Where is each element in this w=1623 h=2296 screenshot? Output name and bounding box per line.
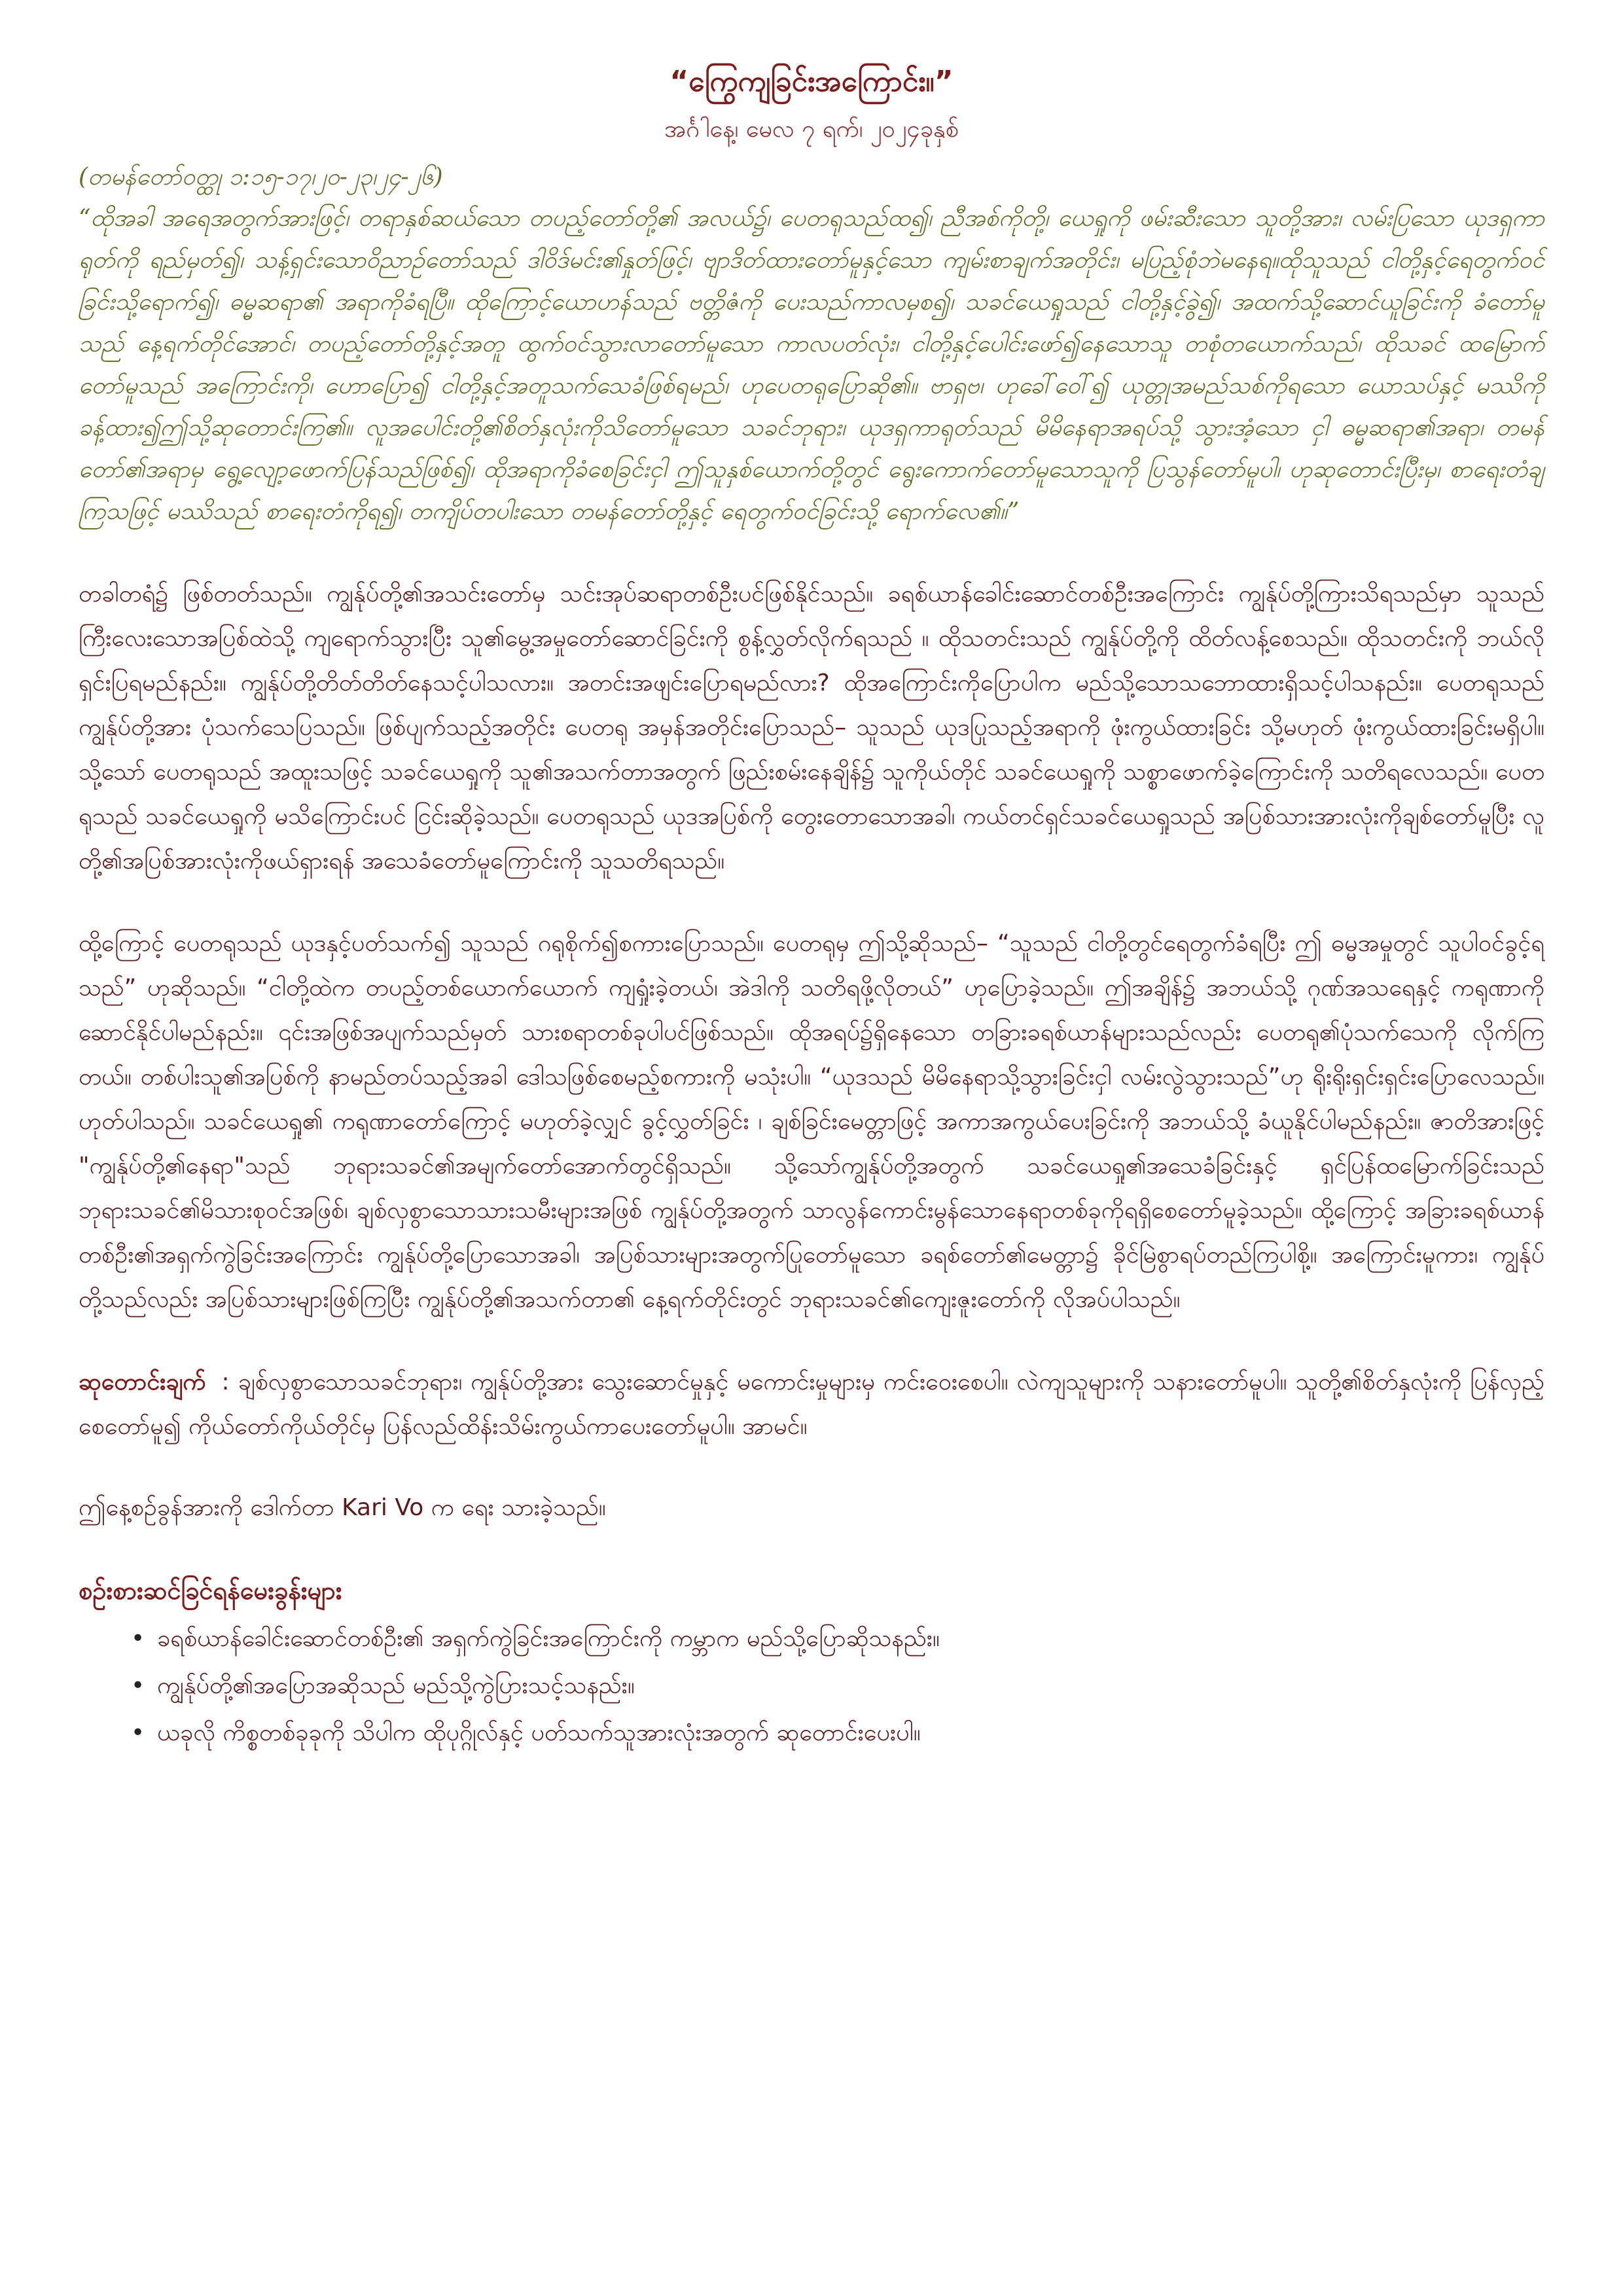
- page-title: “ကြွေကျခြင်းအကြောင်း။”: [669, 65, 954, 98]
- question-text: ကျွန်ုပ်တို့၏အပြောအဆိုသည် မည်သို့ကွဲပြားသင့်သနည်း။: [157, 1672, 635, 1699]
- list-item: [131, 1664, 1544, 1708]
- body-paragraph-2: ထို့ကြောင့် ပေတရုသည် ယုဒနှင့်ပတ်သက်၍ သူသည် ဂရုစိုက်၍စကားပြောသည်။ ပေတရုမှ ဤသို့ဆိုသည်– “သူသည် ငါတို့တွင်ရေတွက်ခံရပြီး ဤ ဓမ္မအမှုတွင် သူပါဝင်ခွင့်ရသည်” ဟုဆိုသည်။ “ငါတို့ထဲက တပည့်တစ်ယောက်ယောက် ကျရှုံးခဲ့တယ်၊ အဲဒါကို သတိရဖို့လိုတယ်” ဟုပြောခဲ့သည်။ ဤအချိန်၌ အဘယ်သို့ ဂုဏ်အသရေနှင့် ကရုဏာကို ဆောင်နိုင်ပါမည်နည်း။ ၎င်းအဖြစ်အပျက်သည်မှတ် သားစရာတစ်ခုပါပင်ဖြစ်သည်။ ထိုအရပ်၌ရှိနေသော တခြားခရစ်ယာန်များသည်လည်း ပေတရု၏ပုံသက်သေကို လိုက်ကြတယ်။ တစ်ပါးသူ၏အပြစ်ကို နာမည်တပ်သည့်အခါ ဒေါသဖြစ်စေမည့်စကားကို မသုံးပါ။ “ယုဒသည် မိမိနေရာသို့သွားခြင်းငှါ လမ်းလွဲသွားသည်”ဟု ရိုးရိုးရှင်းရှင်းပြောလေသည်။ ဟုတ်ပါသည်။ သခင်ယေရှု၏ ကရုဏာတော်ကြောင့် မဟုတ်ခဲ့လျှင် ခွင့်လွှတ်ခြင်း ၊ ချစ်ခြင်းမေတ္တာဖြင့် အကာအကွယ်ပေးခြင်းကို အဘယ်သို့ ခံယူနိုင်ပါမည်နည်း။ ဇာတိအားဖြင့် "ကျွန်ုပ်တို့၏နေရာ"သည် ဘုရားသခင်၏အမျက်တော်အောက်တွင်ရှိသည်။ သို့သော်ကျွန်ုပ်တို့အတွက် သခင်ယေရှု၏အသေခံခြင်းနှင့် ရှင်ပြန်ထမြောက်ခြင်းသည် ဘုရားသခင်၏မိသားစုဝင်အဖြစ်၊ ချစ်လှစွာသောသားသမီးများအဖြစ် ကျွန်ုပ်တို့အတွက် သာလွန်ကောင်းမွန်သောနေရာတစ်ခုကိုရရှိစေတော်မူခဲ့သည်။ ထို့ကြောင့် အခြားခရစ်ယာန်တစ်ဦး၏အရှက်ကွဲခြင်းအကြောင်း ကျွန်ုပ်တို့ပြောသောအခါ၊ အပြစ်သားများအတွက်ပြုတော်မူသော ခရစ်တော်၏မေတ္တာ၌ ခိုင်မြဲစွာရပ်တည်ကြပါစို့။ အကြောင်းမူကား၊ ကျွန်ုပ်တို့သည်လည်း အပြစ်သားများဖြစ်ကြပြီး ကျွန်ုပ်တို့၏အသက်တာ၏ နေ့ရက်တိုင်းတွင် ဘုရားသခင်၏ကျေးဇူးတော်ကို လိုအပ်ပါသည်။: [79, 930, 1544, 1313]
- prayer-label: ဆုတောင်းချက်: [79, 1369, 206, 1395]
- list-item: [131, 1711, 1544, 1755]
- list-item: [131, 1617, 1544, 1661]
- devotion-date: အင်္ဂါနေ့၊ မေလ ၇ ရက်၊ ၂၀၂၄ခုနှစ်: [664, 116, 959, 143]
- bullet-icon: •: [131, 1719, 145, 1746]
- scripture-reference: (တမန်တော်ဝတ္ထု ၁:၁၅-၁၇၊၂၀-၂၃၊၂၄-၂၆): [79, 164, 443, 190]
- prayer-paragraph: [79, 1360, 1544, 1449]
- prayer-text: : ချစ်လှစွာသောသခင်ဘုရား၊ ကျွန်ုပ်တို့အား သွေးဆောင်မှုနှင့် မကောင်းမှုများမှ ကင်းဝေးစေပါ။ လဲကျသူများကို သနားတော်မူပါ။ သူတို့၏စိတ်နှလုံးကို ပြန်လှည့်စေတော်မူ၍ ကိုယ်တော်ကိုယ်တိုင်မှ ပြန်လည်ထိန်းသိမ်းကွယ်ကာပေးတော်မူပါ။ အာမင်။: [79, 1369, 1544, 1440]
- question-text: ခရစ်ယာန်ခေါင်းဆောင်တစ်ဦး၏ အရှက်ကွဲခြင်းအကြောင်းကို ကမ္ဘာက မည်သို့ပြောဆိုသနည်း။: [157, 1625, 940, 1652]
- bullet-icon: •: [131, 1625, 145, 1652]
- author-credit: ဤနေ့စဉ်ခွန်အားကို ဒေါက်တာ Kari Vo က ရေး သားခဲ့သည်။: [79, 1494, 606, 1521]
- bullet-icon: •: [131, 1672, 145, 1699]
- question-text: ယခုလို ကိစ္စတစ်ခုခုကို သိပါက ထိုပုဂ္ဂိုလ်နှင့် ပတ်သက်သူအားလုံးအတွက် ဆုတောင်းပေးပါ။: [157, 1719, 921, 1746]
- body-paragraph-1: တခါတရံ၌ ဖြစ်တတ်သည်။ ကျွန်ုပ်တို့၏အသင်းတော်မှ သင်းအုပ်ဆရာတစ်ဦးပင်ဖြစ်နိုင်သည်။ ခရစ်ယာန်ခေါင်းဆောင်တစ်ဦးအကြောင်း ကျွန်ုပ်တို့ကြားသိရသည်မှာ သူသည်ကြီးလေးသောအပြစ်ထဲသို့ ကျရောက်သွားပြီး သူ၏မွေ့အမှုတော်ဆောင်ခြင်းကို စွန့်လွှတ်လိုက်ရသည် ။ ထိုသတင်းသည် ကျွန်ုပ်တို့ကို ထိတ်လန့်စေသည်။ ထိုသတင်းကို ဘယ်လိုရှင်းပြရမည်နည်း။ ကျွန်ုပ်တို့တိတ်တိတ်နေသင့်ပါသလား။ အတင်းအဖျင်းပြောရမည်လား? ထိုအကြောင်းကိုပြောပါက မည်သို့သောသဘောထားရှိသင့်ပါသနည်း။ ပေတရုသည် ကျွန်ုပ်တို့အား ပုံသက်သေပြသည်။ ဖြစ်ပျက်သည့်အတိုင်း ပေတရု အမှန်အတိုင်းပြောသည်– သူသည် ယုဒပြုသည့်အရာကို ဖုံးကွယ်ထားခြင်း သို့မဟုတ် ဖုံးကွယ်ထားခြင်းမရှိပါ။ သို့သော် ပေတရုသည် အထူးသဖြင့် သခင်ယေရှုကို သူ၏အသက်တာအတွက် ဖြည်းစမ်းနေချိန်၌ သူကိုယ်တိုင် သခင်ယေရှုကို သစ္စာဖောက်ခဲ့ကြောင်းကို သတိရလေသည်။ ပေတရုသည် သခင်ယေရှုကို မသိကြောင်းပင် ငြင်းဆိုခဲ့သည်။ ပေတရုသည် ယုဒအပြစ်ကို တွေးတောသောအခါ၊ ကယ်တင်ရှင်သခင်ယေရှုသည် အပြစ်သားအားလုံးကိုချစ်တော်မူပြီး လူတို့၏အပြစ်အားလုံးကိုဖယ်ရှားရန် အသေခံတော်မူကြောင်းကို သူသတိရသည်။: [79, 581, 1545, 874]
- scripture-passage: “ထိုအခါ အရေအတွက်အားဖြင့်၊ တရာနှစ်ဆယ်သော တပည့်တော်တို့၏ အလယ်၌၊ ပေတရုသည်ထ၍၊ ညီအစ်ကိုတို့၊ ယေရှုကို ဖမ်းဆီးသော သူတို့အား၊ လမ်းပြသော ယုဒရှကာရုတ်ကို ရည်မှတ်၍၊ သန့်ရှင်းသောဝိညာဉ်တော်သည် ဒါဝိဒ်မင်း၏နှုတ်ဖြင့်၊ ဗျာဒိတ်ထားတော်မူနှင့်သော ကျမ်းစာချက်အတိုင်း၊ မပြည့်စုံဘဲမနေရ။ထိုသူသည် ငါတို့နှင့်ရေတွက်ဝင်ခြင်းသို့ရောက်၍၊ ဓမ္မဆရာ၏ အရာကိုခံရပြီ။ ထိုကြောင့်ယောဟန်သည် ဗတ္တိဇံကို ပေးသည်ကာလမှစ၍၊ သခင်ယေရှုသည် ငါတို့နှင့်ခွဲ၍၊ အထက်သို့ဆောင်ယူခြင်းကို ခံတော်မူသည် နေ့ရက်တိုင်အောင်၊ တပည့်တော်တို့နှင့်အတူ ထွက်ဝင်သွားလာတော်မူသော ကာလပတ်လုံး၊ ငါတို့နှင့်ပေါင်းဖော်၍နေသောသူ တစုံတယောက်သည်၊ ထိုသခင် ထမြောက်တော်မူသည် အကြောင်းကို၊ ဟောပြော၍ ငါတို့နှင့်အတူသက်သေခံဖြစ်ရမည်၊ ဟုပေတရုပြောဆို၏။ ဗာရှဗ၊ ဟုခေါ်ဝေါ်၍ ယုတ္တုအမည်သစ်ကိုရသော ယောသပ်နှင့် မဿိကို ခန့်ထား၍ဤသို့ဆုတောင်းကြ၏။ လူအပေါင်းတို့၏စိတ်နှလုံးကိုသိတော်မူသော သခင်ဘုရား၊ ယုဒရှကာရုတ်သည် မိမိနေရာအရပ်သို့ သွားအံ့သော ငှါ ဓမ္မဆရာ၏အရာ၊ တမန်တော်၏အရာမှ ရွေ့လျော့ဖောက်ပြန်သည်ဖြစ်၍၊ ထိုအရာကိုခံစေခြင်းငှါ ဤသူနှစ်ယောက်တို့တွင် ရွေးကောက်တော်မူသောသူကို ပြသွန်တော်မူပါ၊ ဟုဆုတောင်းပြီးမှ၊ စာရေးတံချကြသဖြင့် မဿိသည် စာရေးတံကိုရ၍၊ တကျိပ်တပါးသော တမန်တော်တို့နှင့် ရေတွက်ဝင်ခြင်းသို့ ရောက်လေ၏။”: [79, 205, 1544, 525]
- questions-heading: စဉ်းစားဆင်ခြင်ရန်မေးခွန်းများ: [79, 1576, 342, 1605]
- questions-list: [79, 1617, 1544, 1755]
